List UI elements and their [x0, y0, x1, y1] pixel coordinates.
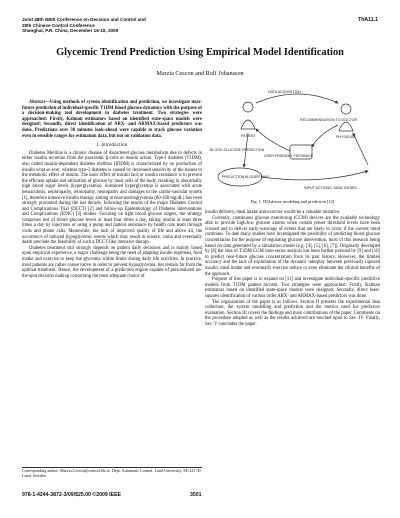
abstract-text: Using methods of system identification and prediction, we investigate near-future prediction of individual-specific T1DM blood glucose dynamics with the purpose of a decision-making tool development in diabetes treatment. Two strategies were approached: Firstly, Kalman estimators based on identified state-space models were designed; Secondly, direct identification of ARX- and ARMAX-based predictors was done. Predictions over 30 minutes look-ahead were capable to track glucose variation even in sensible ranges for estimation data, but not on validation data. [22, 100, 202, 139]
label-recommendation: RECOMMENDATION TO DOCTOR [300, 118, 358, 122]
paper-authors: Marzia Cescon and Rolf Johansson [156, 70, 244, 77]
label-input-actions: INPUT ACTIONS, MEAL INTAKE... [304, 186, 360, 190]
paragraph: The organization of the paper is as follows. Section II presents the experimental data collection, the system modelling and prediction and the metrics used for predictors evaluation. Section III covers the findings and main contributions of the paper. Comments on the procedure adopted as well as the results achieved are touched upon in Sec. IV. Finally, Sec. V concludes the paper. [205, 299, 380, 327]
conference-header [22, 17, 146, 34]
paragraph: Currently, continuous glucose monitoring (CGM) devices are the available technology able to provide high/low glucose alarms when certain preset threshold levels have been crossed and to deliver early-warnings of events that are likely to occur if the current trend continues. To date many studies have investigated the possibility of predicting blood glucose concentration for the purpose of regulating glucose intervention, most of this research being based on data generated by a simulation model (e.g. [4], [5], [6], [7]). Originally developed by [8] the idea of T1DM CGM time-series analysis has been further pursued by [9] and [10] to predict near-future glucose concentration from its past history. However, the limited accuracy and the lack of exploitation of the dynamic interplay between previously injected insulin, meal intake and eventually exercise reduce or even eliminate the clinical benefits of the approach. [205, 215, 380, 277]
label-user-friendly: USER-FRIENDLY FEEDBACK [264, 154, 313, 158]
paragraph: Purpose of this paper is to expand on [11] and investigate individual-specific predictive models from T1DM patient records. Two strategies were approached: Firstly, Kalman estimators based on identified state-space models were designed; Secondly, direct least-squares identification of various order ARX- and ARMAX-based predictors was done. [205, 277, 380, 299]
patient-icon [241, 102, 255, 129]
paragraph: Diabetes treatment still strongly depends on patient daily decisions and is mainly based upon empirical experience, a major challenge being the need of adapting insulin regimens, food intake and exercise to keep the glycemia within limits during daily life activities. In practice, most patients are rather conservative in order to prevent hypoglycemia, but remain far from the optimal treatment. Hence, the development of a prediction engine capable of personalized on-the-spot decision making concerning the most adequate choice of [22, 245, 202, 279]
figure-diagram [208, 85, 378, 195]
abstract [22, 100, 202, 139]
paragraph: insulin delivery, meal intake and exercise would be a valuable initiative. [205, 210, 341, 215]
arrow-data-acquisition [256, 94, 338, 103]
header-line-3: Shanghai, P.R. China, December 16-18, 2009 [22, 28, 119, 34]
paragraph: Diabetes Mellitus is a chronic disease of disordered glucose metabolism due to defects in either insulin secretion from the pancreatic β-cells or insulin action. Type-I diabetes (T1DM), also called insulin-dependent diabetes mellitus (IDDM) is characterized by no production of insulin what so ever, whereas type-2 diabetes is caused by decreased sensitivity of the tissues to the metabolic effect of insulin. The basic effect of insulin lack or insulin resistance is to prevent the efficient uptake and utilization of glucose by most cells of the body, resulting in abnormally high blood sugar levels (hyperglycemia). Sustained hyperglycemia is associated with acute ketoacidosis, nephropathy, retinopathy, neuropathy and damages to the cardio-vascular system [1], therefore intensive insulin therapy aiming at near-normoglycemia (80-100 mg/dL) has been strongly promoted during the last decade, following the results of the major Diabetes Control and Complications Trial (DCCT) [2] and follow-up Epidemiology of Diabetes Interventions and Complications (EDIC) [3] studies. Focusing on tight blood glucose targets, the strategy comprises test of blood glucose levels at least four times a day, taking insulin at least three times a day by injections or using a pump and patient assistance by health care team through visits and phone calls. Meanwhile, the lack of improved quality of life and above all, the occurrence of induced hypoglycemic events which may result in seizure, coma and eventually death preclude the feasibility of such a DCCT-like intensive therapy. [22, 150, 202, 246]
footnote: Corresponding author: Marzia.Cescon@control.lth.se, Dept. Automatic Control, Lund University, SE-221 00 Lund, Sweden [22, 468, 201, 478]
left-column [22, 100, 202, 279]
label-physician: PHYSICIAN [336, 135, 356, 139]
figure-caption: Fig. 1. DIAdvisor modeling and prediction [12] [250, 199, 335, 204]
right-column [205, 210, 380, 327]
header-line-2: 28th Chinese Control Conference [22, 22, 95, 28]
label-blood-glucose: BLOOD GLUCOSE PREDICTION [210, 148, 265, 152]
abstract-label: Abstract— [29, 100, 50, 105]
page-number: 3501 [190, 492, 202, 498]
label-data-acquisition: DATA ACQUISITION [268, 90, 302, 94]
section-heading-introduction: I. Introduction [96, 143, 128, 149]
diagram-svg [208, 85, 378, 195]
copyright-footer: 978-1-4244-3872-3/09/$25.00 ©2009 IEEE [22, 492, 122, 498]
session-code: ThA11.1 [358, 17, 378, 23]
label-patient: PATIENT [241, 134, 256, 138]
arrow-input-actions [262, 171, 368, 180]
paper-title: Glycemic Trend Prediction Using Empirical Model Identification [56, 47, 344, 58]
arrow-recommendation [312, 125, 338, 147]
label-prediction-algorithms: PREDICTION ALGORITHMS [222, 175, 269, 179]
header-line-1: Joint 48th IEEE Conference on Decision and Control and [22, 17, 146, 22]
